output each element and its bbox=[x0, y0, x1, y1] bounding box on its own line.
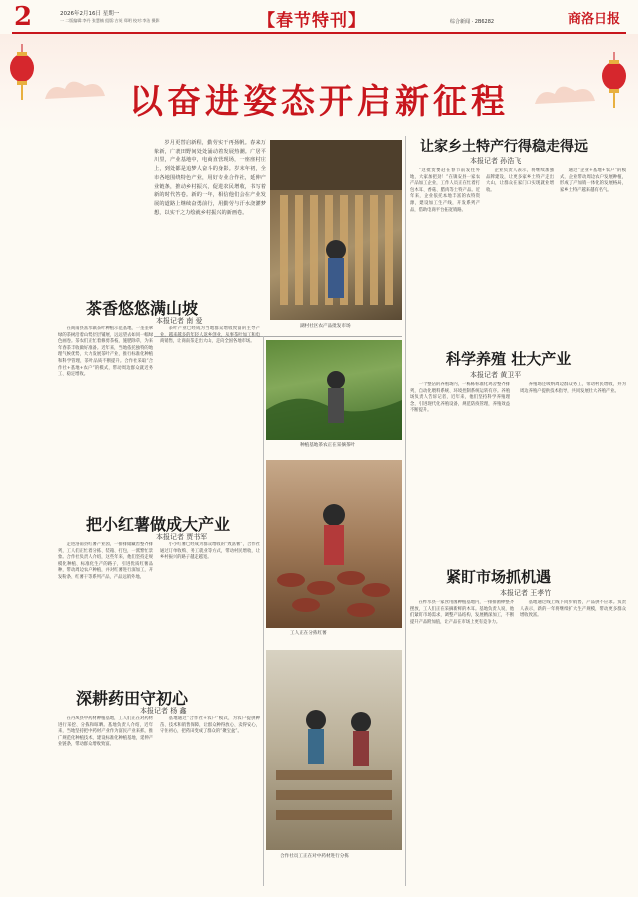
potato-body-col1 bbox=[58, 542, 153, 652]
herbs-byline: 本报记者 杨 鑫 bbox=[140, 707, 187, 715]
market-byline: 本报记者 王孝竹 bbox=[500, 589, 552, 597]
column-divider bbox=[405, 136, 406, 886]
photo-tea-picking bbox=[266, 340, 402, 440]
potato-byline: 本报记者 贾书军 bbox=[156, 533, 208, 541]
specialty-paragraph: “这批货要赶在春节前发往外地，大家加把劲！”在镇安县一家农产品加工企业，工作人员正在忙着打包木耳、香菇、腊肉等土特产品。近年来，企业依托本地丰富的农特资源，建设加工生产线，开发系列产品，借助电商平台拓宽销路。 bbox=[410, 168, 480, 213]
specialty-body-col2 bbox=[486, 168, 554, 338]
caption-3: 工人正在分拣红薯 bbox=[290, 631, 327, 636]
herbs-body-col2 bbox=[160, 716, 260, 886]
header-right-info: 综合新闻 · 2B6282 bbox=[450, 19, 495, 25]
market-title: 紧盯市场抓机遇 bbox=[446, 568, 552, 586]
breeding-paragraph: 一个整洁的养殖场内，一栋栋标准化鸡舍整齐排列，自动化喂料系统、环境控制系统运转有序。养殖场负责人告诉记者，近年来，他们坚持科学养殖理念，引进现代化养殖设备，规范防疫管理，养殖效益不断提升。 bbox=[410, 382, 510, 414]
photo-herbs bbox=[266, 650, 402, 850]
specialty-paragraph: 企业负责人表示，将继续加强品牌建设，让更多家乡土特产走出大山，让群众在家门口实现就业增收。 bbox=[486, 168, 554, 193]
tea-paragraph: 在商南县富水镇茶叶种植示范基地，一垄垄翠绿的茶树沿着山势层层铺展，远远望去如同一幅绿色画卷。茶农们正忙着修剪茶枝、施肥除草，为来年春茶丰收做好准备。近年来，当地依托独特的地理气候优势，大力发展茶叶产业，推行标准化种植和科学管理，茶叶品质不断提升。合作社采取“合作社+基地+农户”的模式，带动周边群众就近务工、稳定增收。 bbox=[58, 326, 153, 378]
potato-title: 把小红薯做成大产业 bbox=[86, 515, 231, 534]
photo-label bbox=[266, 340, 270, 341]
potato-body-col2 bbox=[160, 542, 260, 652]
column-divider bbox=[263, 336, 264, 886]
specialty-body-col1 bbox=[410, 168, 480, 338]
specialty-byline: 本报记者 孙浩飞 bbox=[470, 157, 522, 165]
photo-label bbox=[0, 0, 4, 1]
intro-text: 岁月更替启新程，勤劳实干再扬帆。春来万象新，广袤田野间处处涌动着发展热潮。广居平川里，产业基地中，电商直营现场，一座座村庄上，到处都是追梦人奋斗的身影。岁末年初，全市各地围绕特色产业，用好专业合作社，延伸产业链条，推动乡村振兴，促进农民增收，书写着新的时代答卷。新的一年，相信他们会在产业发展的道路上继续奋勇前行，用勤劳与汗水浇灌梦想，以实干之力绘就乡村振兴的新画卷。 bbox=[154, 140, 266, 216]
tea-byline: 本报记者 南 爱 bbox=[156, 317, 203, 325]
potato-paragraph: 走进洛南县红薯产业园，一排排储藏窖整齐排列，工人们正忙着分拣、装箱、打包，一派繁忙景象。合作社负责人介绍，这些年来，他们坚持走规模化种植、标准化生产的路子，引进优质红薯品种，带动周边农户种植，并对红薯进行深加工，开发粉条、红薯干等系列产品，产品远销外地。 bbox=[58, 542, 153, 580]
tea-body-col2 bbox=[160, 326, 260, 494]
market-paragraph: 基地通过线上线下同步销售，产品供不应求。负责人表示，新的一年将继续扩大生产规模，带动更多群众增收致富。 bbox=[520, 600, 626, 619]
herbs-paragraph: 在丹凤县中药材种植基地，工人们正在对药材进行采挖、分拣和晾晒。基地负责人介绍，近年来，当地坚持把中药材产业作为富民产业来抓，推广规范化种植技术，建设标准化种植基地，延伸产业链条，带动群众增收致富。 bbox=[58, 716, 153, 748]
masthead bbox=[0, 0, 638, 34]
caption-4: 合作社员工正在对中药材进行分拣 bbox=[280, 854, 349, 859]
section-title: 【春节特刊】 bbox=[258, 11, 366, 31]
paper-name: 商洛日报 bbox=[568, 12, 621, 27]
herbs-title: 深耕药田守初心 bbox=[76, 689, 189, 708]
breeding-byline: 本报记者 黄卫平 bbox=[470, 371, 522, 379]
photo-farm-market bbox=[270, 140, 402, 320]
caption-2: 种植基地茶农正在采摘茶叶 bbox=[300, 443, 356, 448]
photo-label bbox=[266, 650, 271, 651]
tea-title: 茶香悠悠满山坡 bbox=[86, 299, 199, 318]
herbs-paragraph: 基地通过“合作社+农户”模式，为农户提供种苗、技术和销售保障，让群众种得放心、卖得安心，守住初心，把药田变成了群众的“聚宝盆”。 bbox=[160, 716, 260, 735]
market-paragraph: 在柞水县一家食用菌种植基地内，一排排菌棒整齐摆放，工人们正在采摘新鲜的木耳。基地负责人说，他们紧盯市场需求，调整产品结构，发展精深加工，不断提升产品附加值，让产品在市场上更有竞争力。 bbox=[410, 600, 514, 625]
banner bbox=[0, 34, 638, 134]
photo-label bbox=[270, 140, 275, 141]
specialty-title: 让家乡土特产行得稳走得远 bbox=[420, 139, 588, 155]
potato-paragraph: 小小红薯已经成为群众增收的“致富薯”，合作社通过订单收购、务工就业等方式，带动村民增收，让乡村振兴的路子越走越宽。 bbox=[160, 542, 260, 561]
banner-headline: 以奋进姿态开启新征程 bbox=[129, 82, 509, 122]
market-body-col2 bbox=[520, 600, 626, 880]
photo-label bbox=[266, 460, 271, 461]
page-number: 2 bbox=[14, 2, 33, 32]
breeding-body-col1 bbox=[410, 382, 510, 538]
header-editors: 一 二版编辑:李丹 张慧楠 组版:吉英 郑明 校对:李洁 摄影 bbox=[60, 18, 160, 23]
tea-body-col1 bbox=[58, 326, 153, 494]
breeding-paragraph: 养殖场还吸纳周边群众务工，带动村民增收，并为周边养殖户提供技术指导，共同发展壮大养殖产业。 bbox=[520, 382, 626, 394]
photo-sweet-potato bbox=[266, 460, 402, 628]
market-body-col1 bbox=[410, 600, 514, 880]
herbs-body-col1 bbox=[58, 716, 153, 886]
header-date: 2026年2月16日 星期一 bbox=[60, 11, 120, 17]
tea-paragraph: 茶叶产业已经成为当地群众增收致富的主导产业，越来越多的年轻人返乡创业，从事茶叶加工和电商销售，让商南茶走出大山，走向全国各地市场。 bbox=[160, 326, 260, 345]
photo-chicken-farm bbox=[410, 540, 560, 542]
breeding-body-col2 bbox=[520, 382, 626, 538]
specialty-paragraph: 通过“企业+基地+农户”的模式，企业带动周边农户发展种植，形成了产加销一体化的发展格局，家乡土特产越来越有名气。 bbox=[560, 168, 626, 193]
breeding-title: 科学养殖 壮大产业 bbox=[446, 350, 572, 368]
specialty-body-col3 bbox=[560, 168, 626, 338]
caption-1: 湖村社区农产品批发市场 bbox=[300, 324, 351, 329]
